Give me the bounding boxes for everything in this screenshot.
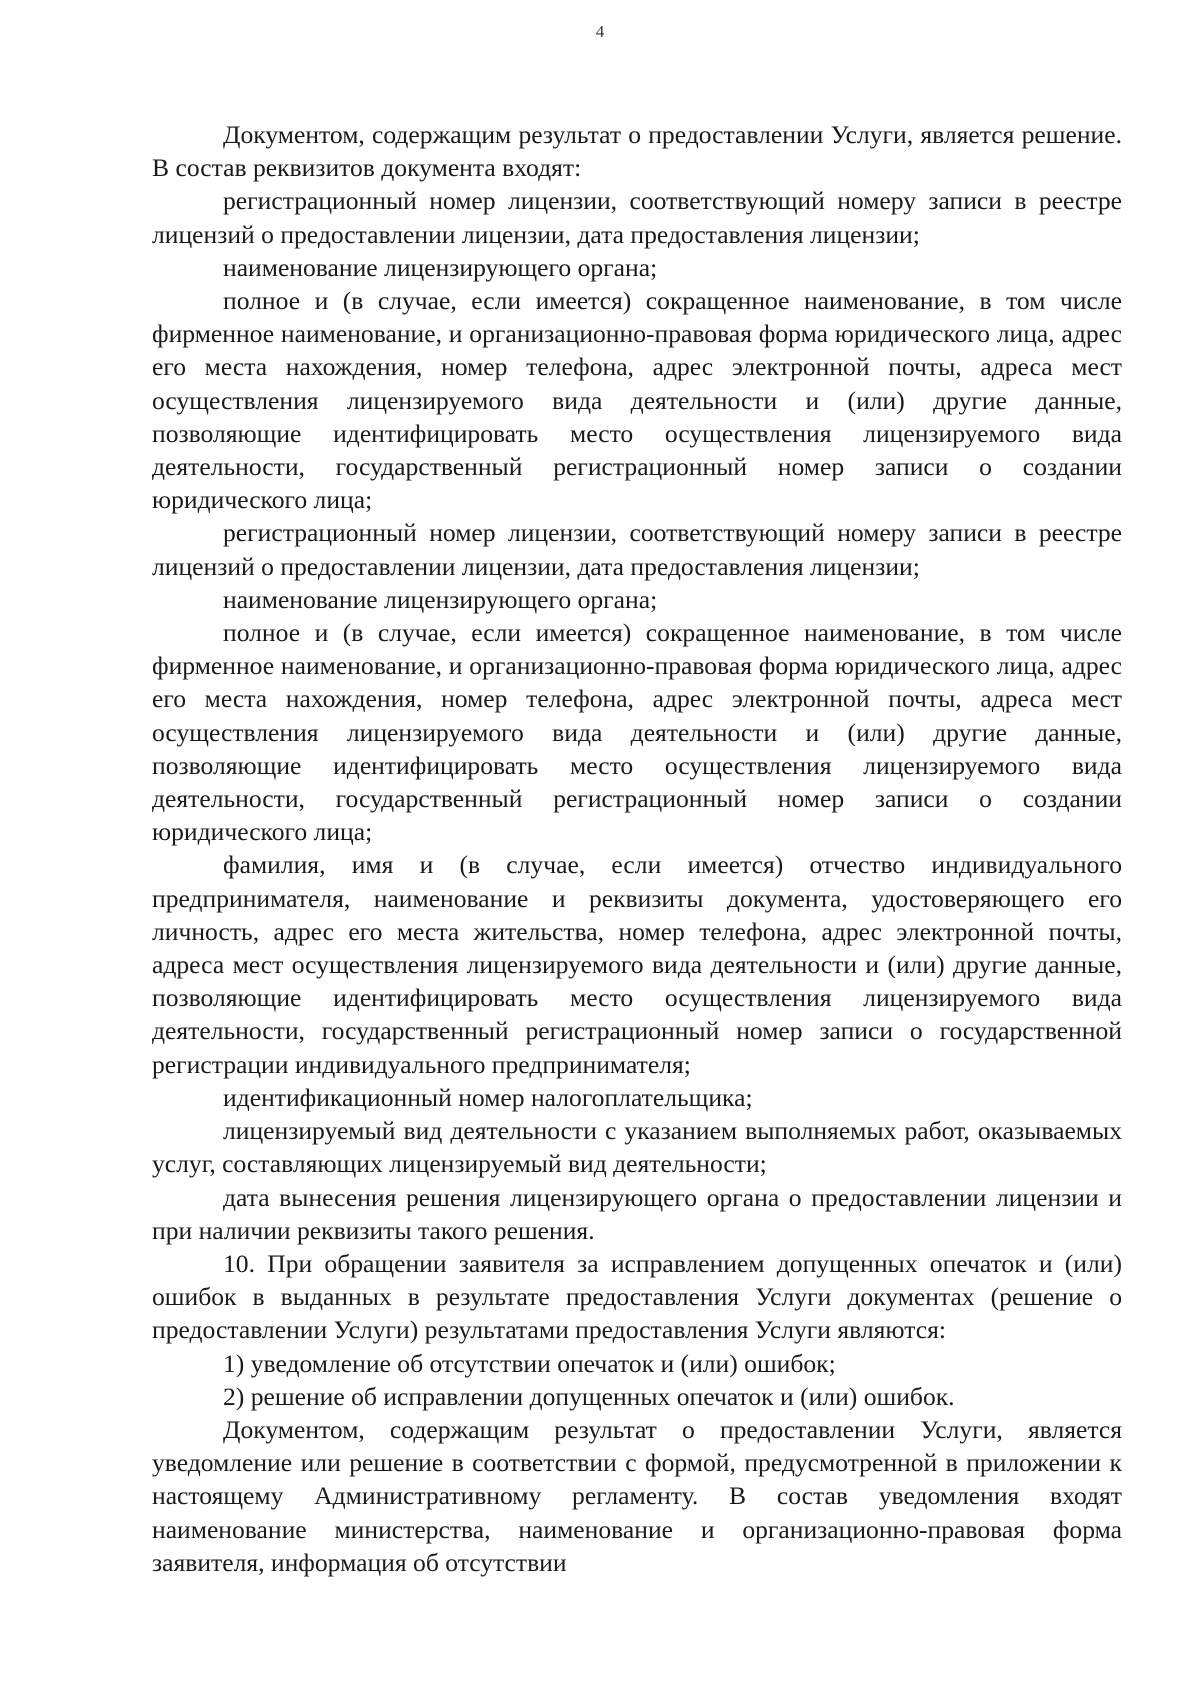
paragraph: регистрационный номер лицензии, соответствующий номеру записи в реестре лицензий о предоставлении лицензии, дата предоставления лицензии; [152,518,1122,581]
paragraph: идентификационный номер налогоплательщика; [223,1082,753,1112]
paragraph: 10. При обращении заявителя за исправлением допущенных опечаток и (или) ошибок в выданных в результате предоставления Услуги документах (решение о предоставлении Услуги) результатами предоставления Услуги являются: [152,1248,1122,1345]
paragraph: Документом, содержащим результат о предоставлении Услуги, является уведомление или решение в соответствии с формой, предусмотренной в приложении к настоящему Административному регламенту. В состав уведомления входят наименование министерства, наименование и организационно-правовая форма заявителя, информация об отсутствии [152,1414,1122,1577]
paragraph: фамилия, имя и (в случае, если имеется) отчество индивидуального предпринимателя, наименование и реквизиты документа, удостоверяющего его личность, адрес его места жительства, номер телефона, адрес электронной почты, адреса мест осуществления лицензируемого вида деятельности и (или) другие данные, позволяющие идентифицировать место осуществления лицензируемого вида деятельности, государственный регистрационный номер записи о государственной регистрации индивидуального предпринимателя; [152,850,1122,1079]
paragraph: наименование лицензирующего органа; [223,252,658,282]
paragraph: регистрационный номер лицензии, соответствующий номеру записи в реестре лицензий о предоставлении лицензии, дата предоставления лицензии; [152,186,1122,249]
paragraph: Документом, содержащим результат о предоставлении Услуги, является решение. В состав реквизитов документа входят: [152,120,1122,183]
paragraph: полное и (в случае, если имеется) сокращенное наименование, в том числе фирменное наименование, и организационно-правовая форма юридического лица, адрес его места нахождения, номер телефона, адрес электронной почты, адреса мест осуществления лицензируемого вида деятельности и (или) другие данные, позволяющие идентифицировать место осуществления лицензируемого вида деятельности, государственный регистрационный номер записи о создании юридического лица; [152,286,1122,515]
paragraph: наименование лицензирующего органа; [223,584,658,614]
paragraph: 2) решение об исправлении допущенных опечаток и (или) ошибок. [223,1381,955,1411]
paragraph: 1) уведомление об отсутствии опечаток и (или) ошибок; [223,1348,836,1378]
paragraph: лицензируемый вид деятельности с указанием выполняемых работ, оказываемых услуг, составляющих лицензируемый вид деятельности; [152,1116,1122,1179]
document-body [152,118,1122,1579]
paragraph: дата вынесения решения лицензирующего органа о предоставлении лицензии и при наличии реквизиты такого решения. [152,1182,1122,1245]
paragraph: полное и (в случае, если имеется) сокращенное наименование, в том числе фирменное наименование, и организационно-правовая форма юридического лица, адрес его места нахождения, номер телефона, адрес электронной почты, адреса мест осуществления лицензируемого вида деятельности и (или) другие данные, позволяющие идентифицировать место осуществления лицензируемого вида деятельности, государственный регистрационный номер записи о создании юридического лица; [152,618,1122,847]
page-number: 4 [595,22,605,41]
